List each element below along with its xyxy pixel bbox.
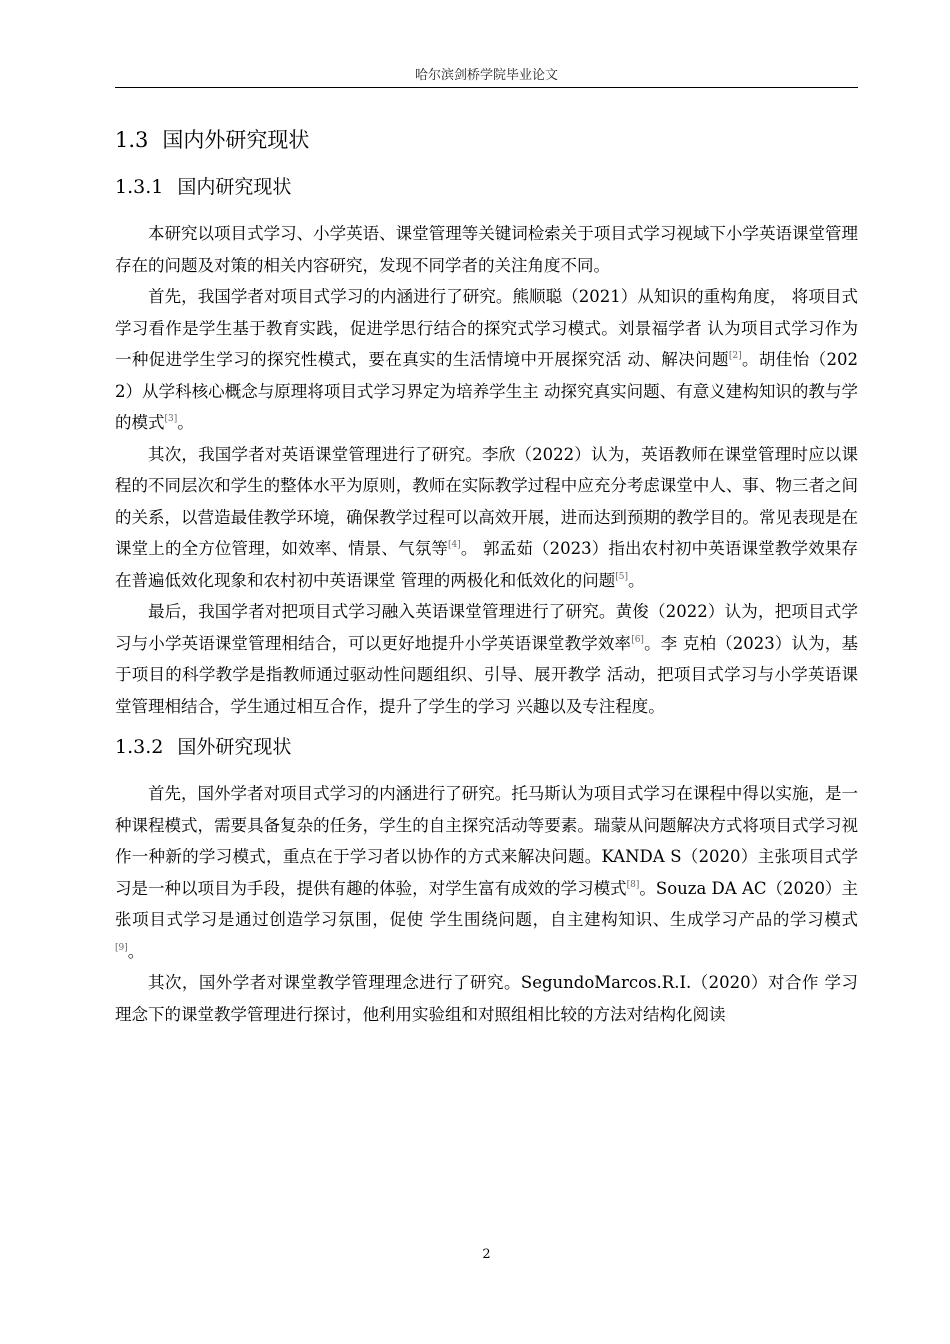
paragraph: 本研究以项目式学习、小学英语、课堂管理等关键词检索关于项目式学习视域下小学英语课堂管理存在的问题及对策的相关内容研究，发现不同学者的关注角度不同。 [115, 224, 858, 275]
citation-ref: [9] [115, 942, 128, 953]
page-number: 2 [482, 1247, 491, 1262]
paragraph-text: 。 [127, 941, 145, 961]
subsection-number: 1.3.2 [115, 736, 164, 758]
paragraph-text: 。胡佳怡（2022）从学科核心概念与原理将项目式学习界定为培养学生主 动探究真实问题、有意义建构知识的教与学的模式 [115, 350, 858, 432]
paragraph-text: 。李 克柏（2023）认为，基于项目的科学教学是指教师通过驱动性问题组织、引导、展开教学 活动，把项目式学习与小学英语课堂管理相结合，学生通过相互合作，提升了学生的学习 兴趣以及专注程度。 [115, 633, 858, 716]
citation-ref: [6] [631, 634, 644, 645]
citation-ref: [8] [626, 879, 640, 890]
citation-ref: [3] [164, 414, 178, 424]
section-number: 1.3 [115, 128, 149, 152]
subsection-title: 国外研究现状 [177, 736, 292, 758]
subsection-heading [115, 166, 858, 212]
citation-ref: [4] [448, 540, 461, 550]
paragraph-text: 其次，我国学者对英语课堂管理进行了研究。李欣（2022）认为，英语教师在课堂管理时应以课程的不同层次和学生的整体水平为原则，教师在实际教学过程中应充分考虑课堂中人、事、物三者之间的关系，以营造最佳教学环境，确保教学过程可以高效开展，进而达到预期的教学目的。常见表现是在课堂上的全方位管理，如效率、情景、气氛等 [115, 444, 858, 558]
paragraph-text: 最后，我国学者对把项目式学习融入英语课堂管理进行了研究。黄俊（2022）认为，把项目式学习与小学英语课堂管理相结合，可以更好地提升小学英语课堂教学效率 [115, 602, 858, 653]
paragraph [115, 281, 858, 439]
paragraph-text: 。Souza DA AC（2020）主张项目式学习是通过创造学习氛围，促使 学生围绕问题，自主建构知识、生成学习产品的学习模式 [115, 878, 859, 929]
paragraph-text: 首先，我国学者对项目式学习的内涵进行了研究。熊顺聪（2021）从知识的重构角度， 将项目式学习看作是学生基于教育实践，促进学思行结合的探究式学习模式。刘景福学者 认为项目式学习作为一种促进学生学习的探究性模式，要在真实的生活情境中开展探究活 动、解决问题 [115, 287, 858, 369]
section-heading [115, 118, 858, 166]
paragraph [115, 596, 858, 722]
header-divider [115, 87, 858, 88]
paragraph [115, 439, 858, 597]
paragraph-text: 首先，国外学者对项目式学习的内涵进行了研究。托马斯认为项目式学习在课程中得以实施，是一种课程模式，需要具备复杂的任务，学生的自主探究活动等要素。瑞蒙从问题解决方式将项目式学习视作一种新的学习模式，重点在于学习者以协作的方式来解决问题。KANDA S（2020）主张项目式学习是一种以项目为手段，提供有趣的体验，对学生富有成效的学习模式 [115, 784, 858, 898]
page-body [115, 118, 858, 1030]
section-title: 国内外研究现状 [162, 128, 310, 152]
paragraph-text: 。 郭孟茹（2023）指出农村初中英语课堂教学效果存在普遍低效化现象和农村初中英语课堂 管理的两极化和低效化的问题 [115, 539, 858, 590]
citation-ref: [2] [728, 351, 742, 361]
subsection-number: 1.3.1 [115, 176, 164, 198]
paragraph-text: 。 [628, 570, 645, 590]
running-header: 哈尔滨剑桥学院毕业论文 [414, 68, 558, 83]
paragraph [115, 778, 858, 967]
subsection-title: 国内研究现状 [177, 176, 292, 198]
subsection-heading [115, 726, 858, 772]
citation-ref: [5] [615, 571, 628, 582]
paragraph-text: 。 [177, 413, 194, 432]
paragraph: 其次，国外学者对课堂教学管理理念进行了研究。SegundoMarcos.R.I.（2020）对合作 学习理念下的课堂教学管理进行探讨，他利用实验组和对照组相比较的方法对结构化阅读 [115, 973, 858, 1024]
